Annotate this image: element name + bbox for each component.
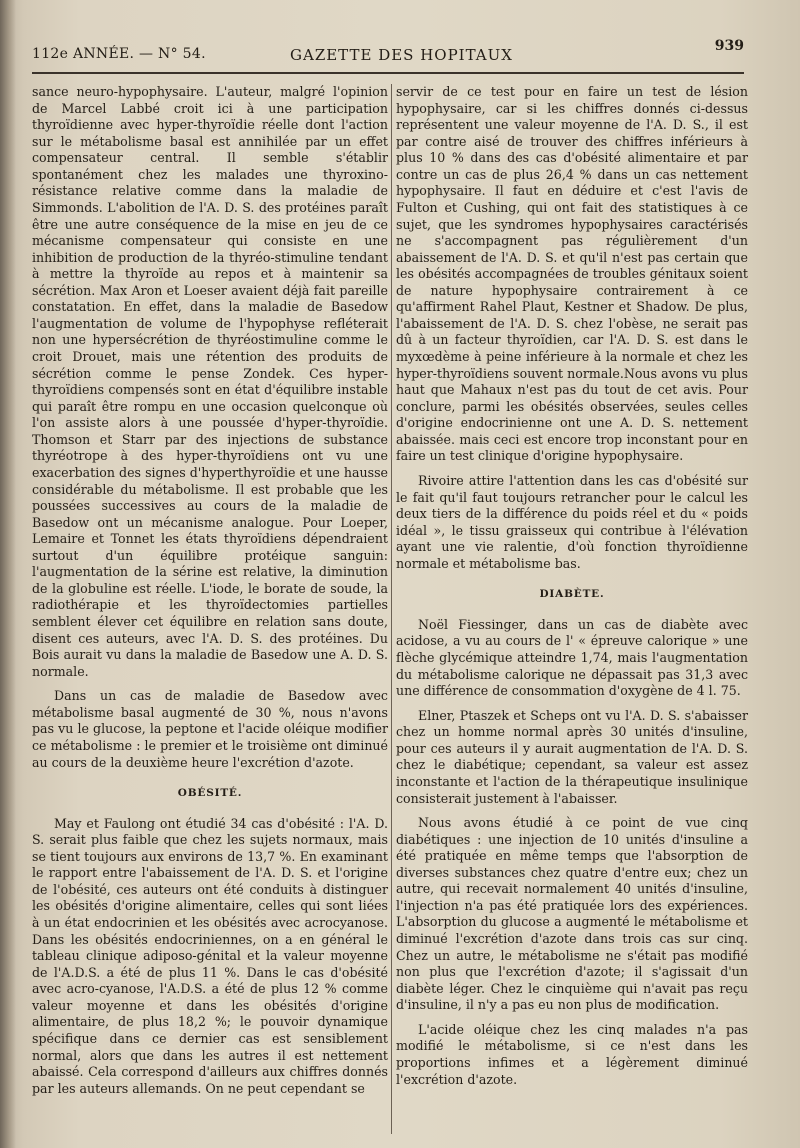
issue-label: 112e ANNÉE. — N° 54.	[32, 46, 206, 62]
running-header	[32, 38, 744, 66]
paragraph: sance neuro-hypophysaire. L'auteur, malgré l'opinion de Marcel Labbé croit ici à une participation thyroïdienne avec hyper-thyroïdie réelle dont l'action sur le métabolisme basal est annihilée par un effet compensateur central. Il semble s'établir spontanément chez les malades une thyroxino-résistance relative comme dans la maladie de Simmonds. L'abolition de l'A. D. S. des protéines paraît être une autre conséquence de la mise en jeu de ce mécanisme compensateur qui consiste en une inhibition de production de la thyréo-stimuline tendant à mettre la thyroïde au repos et à maintenir sa sécrétion. Max Aron et Loeser avaient déjà fait pareille constatation. En effet, dans la maladie de Basedow l'augmentation de volume de l'hypophyse refléterait non une hypersécrétion de thyréostimuline comme le croit Drouet, mais une rétention des produits de sécrétion comme le pense Zondek. Ces hyper-thyroïdiens compensés sont en état d'équilibre instable qui paraît être rompu en une occasion quelconque où l'on assiste alors à une poussée d'hyper-thyroïdie. Thomson et Starr par des injections de substance thyréotrope à des hyper-thyroïdiens ont vu une exacerbation des signes d'hyperthyroïdie et une hausse considérable du métabolisme. Il est probable que les poussées successives au cours de la maladie de Basedow ont un mécanisme analogue. Pour Loeper, Lemaire et Tonnet les états thyroïdiens dépendraient surtout d'un équilibre protéique sanguin: l'augmentation de la sérine est relative, la diminution de la globuline est réelle. L'iode, le borate de soude, la radiothérapie et les thyroïdectomies partielles semblent élever cet équilibre en relation sans doute, disent ces auteurs, avec l'A. D. S. des protéines. Du Bois aurait vu dans la maladie de Basedow une A. D. S. normale.	[32, 84, 388, 679]
paragraph: servir de ce test pour en faire un test de lésion hypophysaire, car si les chiffres donnés ci-dessus représentent une valeur moyenne de l'A. D. S., il est par contre aisé de trouver des chiffres inférieurs à plus 10 % dans des cas d'obésité alimentaire et par contre un cas de plus 26,4 % dans un cas nettement hypophysaire. Il faut en déduire et c'est l'avis de Fulton et Cushing, qui ont fait des statistiques à ce sujet, que les syndromes hypophysaires caractérisés ne s'accompagnent pas régulièrement d'un abaissement de l'A. D. S. et qu'il n'est pas certain que les obésités accompagnées de troubles génitaux soient de nature hypophysaire contrairement à ce qu'affirment Rahel Plaut, Kestner et Shadow. De plus, l'abaissement de l'A. D. S. chez l'obèse, ne serait pas dû à un facteur thyroïdien, car l'A. D. S. est dans le myxœdème à peine inférieure à la normale et chez les hyper-thyroïdiens souvent normale.Nous avons vu plus haut que Mahaux n'est pas du tout de cet avis. Pour conclure, parmi les obésités observées, seules celles d'origine endocrinienne ont une A. D. S. nettement abaissée. mais ceci est encore trop inconstant pour en faire un test clinique d'origine hypophysaire.	[396, 84, 748, 464]
page-binding-edge	[0, 0, 16, 1148]
paragraph: Noël Fiessinger, dans un cas de diabète avec acidose, a vu au cours de l' « épreuve calorique » une flèche glycémique atteindre 1,74, mais l'augmentation du métabolisme calorique ne dépassait pas 31,3 avec une différence de consommation d'oxygène de 4 l. 75.	[396, 616, 748, 699]
paragraph: Elner, Ptaszek et Scheps ont vu l'A. D. S. s'abaisser chez un homme normal après 30 unités d'insuline, pour ces auteurs il y aurait augmentation de l'A. D. S. chez le diabétique; cependant, sa valeur est assez inconstante et l'action de la thérapeutique insulinique consisterait justement à l'abaisser.	[396, 707, 748, 806]
section-title-diabete: DIABÈTE.	[539, 588, 605, 601]
section-title-obesite: OBÉSITÉ.	[177, 787, 243, 800]
header-rule	[32, 72, 744, 74]
paragraph: Rivoire attire l'attention dans les cas d'obésité sur le fait qu'il faut toujours retrancher pour le calcul les deux tiers de la différence du poids réel et du « poids idéal », le tissu graisseux qui contribue à l'élévation ayant une vie ralentie, d'où fonction thyroïdienne normale et métabolisme bas.	[396, 472, 748, 571]
journal-title: GAZETTE DES HOPITAUX	[290, 46, 513, 64]
paragraph: May et Faulong ont étudié 34 cas d'obésité : l'A. D. S. serait plus faible que chez les sujets normaux, mais se tient toujours aux environs de 13,7 %. En examinant le rapport entre l'abaissement de l'A. D. S. et l'origine de l'obésité, ces auteurs ont été conduits à distinguer les obésités d'origine alimentaire, celles qui sont liées à un état endocrinien et les obésités avec acrocyanose. Dans les obésités endocriniennes, on a en général le tableau clinique adiposo-génital et la valeur moyenne de l'A.D.S. a été de plus 11 %. Dans le cas d'obésité avec acro-cyanose, l'A.D.S. a été de plus 12 % comme valeur moyenne et dans les obésités d'origine alimentaire, de plus 18,2 %; le pouvoir dynamique spécifique dans ce dernier cas est sensiblement normal, alors que dans les autres il est nettement abaissé. Cela correspond d'ailleurs aux chiffres donnés par les auteurs allemands. On ne peut cependant se	[32, 815, 388, 1096]
paragraph: Nous avons étudié à ce point de vue cinq diabétiques : une injection de 10 unités d'insuline a été pratiquée en même temps que l'absorption de diverses substances chez quatre d'entre eux; chez un autre, qui recevait normalement 40 unités d'insuline, l'injection n'a pas été pratiquée lors des expériences. L'absorption du glucose a augmenté le métabolisme et diminué l'excrétion d'azote dans trois cas sur cinq. Chez un autre, le métabolisme ne s'était pas modifié non plus que l'excrétion d'azote; il s'agissait d'un diabète léger. Chez le cinquième qui n'avait pas reçu d'insuline, il n'y a pas eu non plus de modification.	[396, 815, 748, 1013]
left-column	[32, 84, 388, 1105]
page-number: 939	[714, 38, 744, 54]
right-column	[396, 84, 748, 1096]
paragraph: Dans un cas de maladie de Basedow avec métabolisme basal augmenté de 30 %, nous n'avons pas vu le glucose, la peptone et l'acide oléique modifier ce métabolisme : le premier et le troisième ont diminué au cours de la deuxième heure l'excrétion d'azote.	[32, 688, 388, 770]
paragraph: L'acide oléique chez les cinq malades n'a pas modifié le métabolisme, si ce n'est dans les proportions infimes et a légèrement diminué l'excrétion d'azote.	[396, 1021, 748, 1087]
column-divider	[391, 84, 392, 1134]
